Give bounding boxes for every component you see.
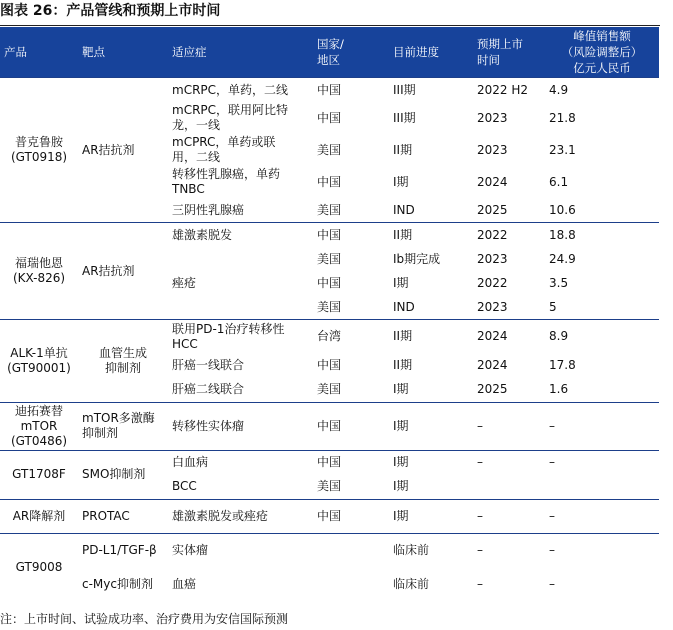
- launch-time-cell: –: [473, 499, 545, 533]
- title-divider: [0, 25, 660, 26]
- launch-time-cell: 2023: [477, 299, 508, 314]
- indication-cell: BCC: [172, 479, 197, 493]
- launch-time-cell: 2025: [477, 382, 508, 396]
- progress-cell: 临床前: [393, 576, 430, 591]
- table-row: [0, 533, 659, 567]
- launch-time-cell: 2022: [477, 275, 508, 290]
- figure-title: 图表 26：产品管线和预期上市时间: [0, 3, 221, 19]
- peak-sales-cell: 5: [549, 299, 557, 314]
- peak-sales-cell: 23.1: [549, 142, 576, 157]
- progress-cell: III期: [393, 110, 416, 125]
- indication-cell: 三阴性乳腺癌: [172, 202, 245, 217]
- region-cell: [313, 567, 389, 601]
- indication-cell: 雄激素脱发或痤疮: [168, 499, 313, 533]
- pipeline-table: [0, 27, 659, 601]
- indication-cell: 雄激素脱发: [168, 223, 313, 248]
- header-progress: 目前进度: [389, 27, 473, 78]
- peak-sales-cell: 24.9: [549, 251, 576, 266]
- launch-time-cell: [473, 475, 545, 500]
- progress-cell: II期: [393, 142, 413, 157]
- peak-sales-cell: 10.6: [549, 202, 576, 217]
- region-cell: 台湾: [313, 320, 389, 354]
- launch-time-cell: 2024: [473, 320, 545, 354]
- launch-time-cell: –: [473, 450, 545, 475]
- header-region: 国家/ 地区: [313, 27, 389, 78]
- peak-sales-cell: 6.1: [549, 174, 569, 189]
- target-cell: PD-L1/TGF-β: [78, 533, 168, 567]
- table-row: [0, 223, 659, 248]
- progress-cell: Ib期完成: [393, 251, 441, 266]
- indication-cell: 肝癌二线联合: [172, 382, 245, 396]
- progress-cell: 临床前: [389, 533, 473, 567]
- progress-cell: II期: [389, 320, 473, 354]
- progress-cell: III期: [389, 78, 473, 103]
- indication-cell: mCRPC，单药，二线: [168, 78, 313, 103]
- header-target: 靶点: [78, 27, 168, 78]
- launch-time-cell: –: [473, 402, 545, 450]
- table-body: [0, 78, 659, 602]
- progress-cell: I期: [389, 402, 473, 450]
- indication-cell: 实体瘤: [168, 533, 313, 567]
- progress-cell: I期: [393, 275, 409, 290]
- launch-time-cell: 2023: [477, 251, 508, 266]
- region-cell: 美国: [317, 479, 342, 493]
- region-cell: 中国: [317, 358, 342, 372]
- product-cell: 迪拓赛替 mTOR (GT0486): [0, 402, 78, 450]
- peak-sales-cell: –: [545, 499, 659, 533]
- progress-cell: I期: [393, 479, 409, 493]
- indication-cell: 肝癌一线联合: [172, 358, 245, 372]
- product-cell: ALK-1单抗 (GT90001): [0, 320, 78, 403]
- target-cell: PROTAC: [78, 499, 168, 533]
- progress-cell: I期: [393, 382, 409, 396]
- indication-cell: 痤疮: [172, 275, 197, 290]
- launch-time-cell: 2022: [473, 223, 545, 248]
- launch-time-cell: 2024: [477, 358, 508, 372]
- region-cell: 美国: [317, 142, 342, 157]
- header-indication: 适应症: [168, 27, 313, 78]
- launch-time-cell: –: [473, 533, 545, 567]
- launch-time-cell: 2023: [477, 110, 508, 125]
- target-cell: AR拮抗剂: [78, 78, 168, 223]
- peak-sales-cell: 8.9: [545, 320, 659, 354]
- indication-cell: 白血病: [168, 450, 313, 475]
- launch-time-cell: 2023: [477, 142, 508, 157]
- product-cell: GT9008: [0, 533, 78, 601]
- indication-cell: [168, 247, 313, 271]
- region-cell: 中国: [317, 275, 342, 290]
- peak-sales-cell: 18.8: [545, 223, 659, 248]
- indication-cell: 血癌: [172, 576, 197, 591]
- region-cell: [313, 533, 389, 567]
- peak-sales-cell: –: [545, 533, 659, 567]
- footnote: 注：上市时间、试验成功率、治疗费用为安信国际预测: [0, 612, 289, 626]
- region-cell: 美国: [317, 251, 342, 266]
- indication-cell: [168, 295, 313, 320]
- table-row: [0, 567, 659, 601]
- launch-time-cell: 2024: [477, 174, 508, 189]
- peak-sales-cell: –: [545, 450, 659, 475]
- region-cell: 中国: [317, 174, 342, 189]
- table-header-row: [0, 27, 659, 78]
- progress-cell: IND: [393, 299, 415, 314]
- progress-cell: II期: [389, 223, 473, 248]
- peak-sales-cell: 17.8: [549, 358, 576, 372]
- progress-cell: I期: [389, 450, 473, 475]
- indication-cell: 转移性实体瘤: [168, 402, 313, 450]
- peak-sales-cell: 3.5: [549, 275, 569, 290]
- region-cell: 中国: [313, 223, 389, 248]
- product-cell: 福瑞他恩 (KX-826): [0, 223, 78, 320]
- header-product: 产品: [0, 27, 78, 78]
- table-row: [0, 402, 659, 450]
- header-launch-time: 预期上市 时间: [473, 27, 545, 78]
- target-cell: c-Myc抑制剂: [82, 576, 153, 591]
- progress-cell: I期: [393, 174, 409, 189]
- header-peak-sales: 峰值销售额 （风险调整后） 亿元人民币: [545, 27, 659, 78]
- peak-sales-cell: –: [545, 402, 659, 450]
- progress-cell: IND: [393, 202, 415, 217]
- target-cell: AR拮抗剂: [78, 223, 168, 320]
- table-row: [0, 78, 659, 103]
- product-cell: AR降解剂: [0, 499, 78, 533]
- indication-cell: 联用PD-1治疗转移性 HCC: [168, 320, 313, 354]
- launch-time-cell: 2025: [477, 202, 508, 217]
- indication-cell: 转移性乳腺癌，单药 TNBC: [172, 167, 281, 196]
- target-cell: 血管生成 抑制剂: [78, 320, 168, 403]
- launch-time-cell: 2022 H2: [473, 78, 545, 103]
- table-row: [0, 450, 659, 475]
- peak-sales-cell: 21.8: [549, 110, 576, 125]
- region-cell: 中国: [313, 499, 389, 533]
- product-cell: 普克鲁胺 (GT0918): [0, 78, 78, 223]
- region-cell: 美国: [317, 299, 342, 314]
- region-cell: 中国: [313, 450, 389, 475]
- target-cell: SMO抑制剂: [78, 450, 168, 499]
- region-cell: 中国: [313, 78, 389, 103]
- table-row: [0, 499, 659, 533]
- table-row: [0, 320, 659, 354]
- indication-cell: mCPRC，单药或联 用，二线: [172, 135, 276, 164]
- product-cell: GT1708F: [0, 450, 78, 499]
- launch-time-cell: –: [477, 576, 483, 591]
- region-cell: 中国: [317, 110, 342, 125]
- region-cell: 中国: [313, 402, 389, 450]
- peak-sales-cell: 4.9: [545, 78, 659, 103]
- peak-sales-cell: –: [549, 576, 555, 591]
- region-cell: 美国: [317, 202, 342, 217]
- target-cell: mTOR多激酶 抑制剂: [78, 402, 168, 450]
- peak-sales-cell: 1.6: [549, 382, 569, 396]
- progress-cell: II期: [393, 358, 413, 372]
- indication-cell: mCRPC，联用阿比特 龙，一线: [172, 103, 289, 132]
- progress-cell: I期: [389, 499, 473, 533]
- peak-sales-cell: [545, 475, 659, 500]
- region-cell: 美国: [317, 382, 342, 396]
